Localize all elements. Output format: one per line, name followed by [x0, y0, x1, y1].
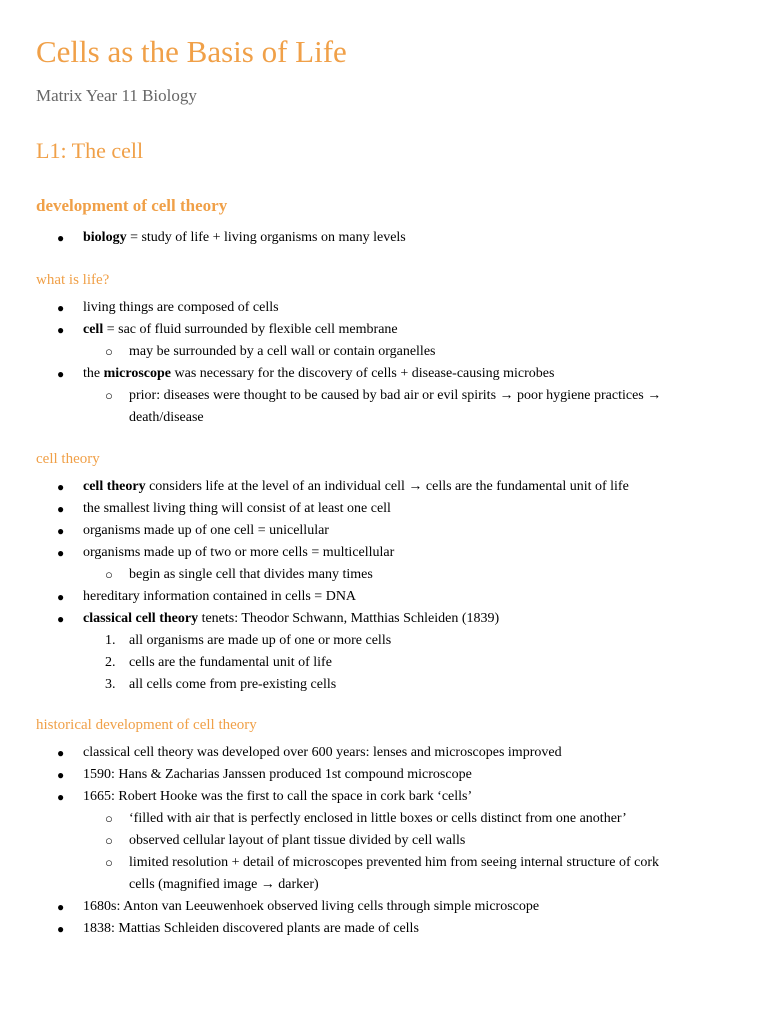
list-item: ● the smallest living thing will consist of at least one cell — [36, 498, 726, 520]
list-item: ● biology = study of life + living organisms on many levels — [36, 227, 726, 249]
bullet-icon: ● — [57, 768, 65, 782]
numbered-item: 1. all organisms are made up of one or more cells — [36, 630, 726, 652]
bullet-icon: ● — [57, 790, 65, 804]
bullet-icon: ● — [57, 746, 65, 760]
list-item: ● cell theory considers life at the level of an individual cell → cells are the fundamental unit of life — [36, 476, 726, 498]
item-number: 1. — [105, 633, 116, 648]
list-item: ● hereditary information contained in cells = DNA — [36, 586, 726, 608]
bullet-icon: ● — [57, 323, 65, 337]
term: cell theory — [83, 479, 146, 494]
item-number: 2. — [105, 655, 116, 670]
bullet-icon: ● — [57, 480, 65, 494]
list-item: ● classical cell theory was developed over 600 years: lenses and microscopes improved — [36, 742, 726, 764]
bullet-icon: ● — [57, 524, 65, 538]
term: classical cell theory — [83, 611, 199, 626]
term: cell — [83, 322, 104, 337]
list-item: ● cell = sac of fluid surrounded by flexible cell membrane — [36, 319, 726, 341]
sub-list-item: ○ may be surrounded by a cell wall or contain organelles — [36, 341, 726, 363]
term: microscope — [103, 366, 171, 381]
section-heading: development of cell theory — [36, 196, 228, 215]
list-item: ● living things are composed of cells — [36, 297, 726, 319]
subheading-what-is-life: what is life? — [36, 272, 110, 288]
numbered-item: 3. all cells come from pre-existing cells — [36, 674, 726, 696]
sub-list-item-continuation: cells (magnified image → darker) — [129, 877, 319, 892]
historical-list — [36, 742, 726, 940]
list-item: ● the microscope was necessary for the discovery of cells + disease-causing microbes — [36, 363, 726, 385]
term: biology — [83, 230, 127, 245]
list-item: ● 1590: Hans & Zacharias Janssen produced 1st compound microscope — [36, 764, 726, 786]
sub-list-item: ○ ‘filled with air that is perfectly enclosed in little boxes or cells distinct from one another’ — [36, 808, 726, 830]
numbered-item: 2. cells are the fundamental unit of life — [36, 652, 726, 674]
sub-list-item: ○ observed cellular layout of plant tissue divided by cell walls — [36, 830, 726, 852]
list-item: ● 1665: Robert Hooke was the first to call the space in cork bark ‘cells’ — [36, 786, 726, 808]
list-item: ● organisms made up of one cell = unicellular — [36, 520, 726, 542]
bullet-icon: ● — [57, 502, 65, 516]
sub-list-item: ○ begin as single cell that divides many times — [36, 564, 726, 586]
item-number: 3. — [105, 677, 116, 692]
section-list — [36, 227, 726, 249]
list-item: ● organisms made up of two or more cells = multicellular — [36, 542, 726, 564]
hollow-bullet-icon: ○ — [105, 567, 113, 582]
hollow-bullet-icon: ○ — [105, 833, 113, 848]
list-item: ● 1680s: Anton van Leeuwenhoek observed living cells through simple microscope — [36, 896, 726, 918]
sub-list-item: ○ limited resolution + detail of microscopes prevented him from seeing internal structure of cork — [36, 852, 726, 874]
bullet-icon: ● — [57, 590, 65, 604]
page-title: Cells as the Basis of Life — [36, 34, 347, 69]
list-item: ● classical cell theory tenets: Theodor Schwann, Matthias Schleiden (1839) — [36, 608, 726, 630]
list-item: ● 1838: Mattias Schleiden discovered plants are made of cells — [36, 918, 726, 940]
cell-theory-list — [36, 476, 726, 696]
page-subtitle: Matrix Year 11 Biology — [36, 86, 197, 105]
bullet-icon: ● — [57, 900, 65, 914]
hollow-bullet-icon: ○ — [105, 388, 113, 403]
sub-list-item-continuation: death/disease — [129, 410, 204, 425]
bullet-icon: ● — [57, 367, 65, 381]
bullet-icon: ● — [57, 612, 65, 626]
subheading-historical: historical development of cell theory — [36, 717, 257, 733]
bullet-icon: ● — [57, 546, 65, 560]
lesson-heading: L1: The cell — [36, 138, 144, 163]
bullet-icon: ● — [57, 231, 65, 245]
bullet-icon: ● — [57, 301, 65, 315]
subheading-cell-theory: cell theory — [36, 451, 100, 467]
hollow-bullet-icon: ○ — [105, 344, 113, 359]
bullet-icon: ● — [57, 922, 65, 936]
hollow-bullet-icon: ○ — [105, 855, 113, 870]
what-is-life-list — [36, 297, 726, 429]
hollow-bullet-icon: ○ — [105, 811, 113, 826]
sub-list-item: ○ prior: diseases were thought to be caused by bad air or evil spirits → poor hygiene practices → — [36, 385, 726, 407]
